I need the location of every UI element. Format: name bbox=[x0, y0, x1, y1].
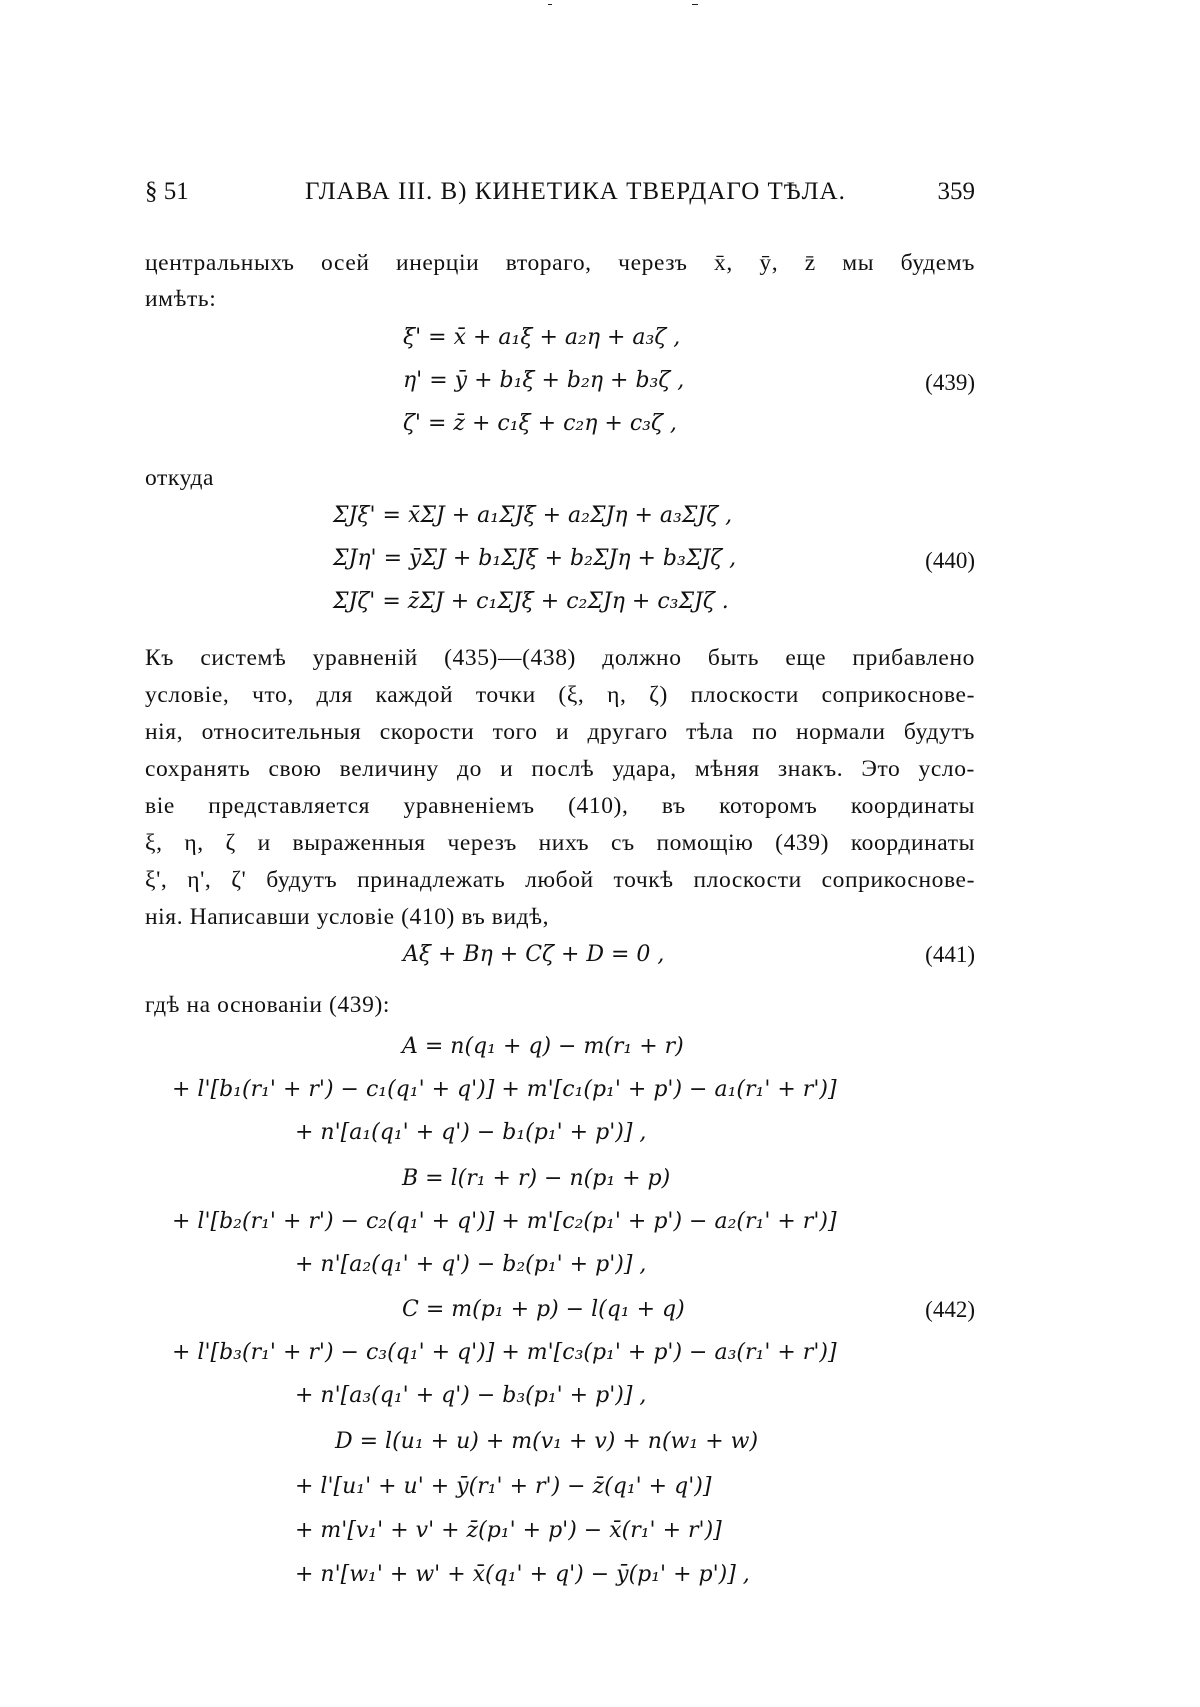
equation-439-line-3: ζ' = z̄ + c₁ξ + c₂η + c₃ζ , bbox=[403, 411, 677, 436]
equation-442-D: D = l(u₁ + u) + m(v₁ + v) + n(w₁ + w) bbox=[335, 1429, 759, 1454]
equation-440-line-2: ΣJη' = ȳΣJ + b₁ΣJξ + b₂ΣJη + b₃ΣJζ , bbox=[333, 546, 737, 571]
equation-number-440: (440) bbox=[925, 548, 975, 573]
otkuda-word: откуда bbox=[145, 465, 215, 491]
paragraph-line-4: сохранять свою величину до и послѣ удара, мѣняя знакъ. Это усло- bbox=[145, 756, 975, 782]
paragraph-line-8: нія. Написавши условіе (410) въ видѣ, bbox=[145, 904, 550, 930]
equation-442-D-line-3: + m'[v₁' + v' + z̄(p₁' + p') − x̄(r₁' + r')] bbox=[295, 1518, 722, 1543]
equation-442-A: A = n(q₁ + q) − m(r₁ + r) bbox=[402, 1034, 684, 1059]
equation-442-A-line-3: + n'[a₁(q₁' + q') − b₁(p₁' + p')] , bbox=[295, 1120, 647, 1145]
equation-442-B: B = l(r₁ + r) − n(p₁ + p) bbox=[402, 1166, 671, 1191]
equation-number-439: (439) bbox=[925, 370, 975, 395]
intro-line-1: центральныхъ осей инерціи втораго, черезъ x̄, ȳ, z̄ мы будемъ bbox=[145, 250, 975, 276]
running-header bbox=[145, 178, 975, 212]
gde-line: гдѣ на основаніи (439): bbox=[145, 992, 391, 1018]
equation-442-A-line-2: + l'[b₁(r₁' + r') − c₁(q₁' + q')] + m'[c₁(p₁' + p') − a₁(r₁' + r')] bbox=[172, 1077, 837, 1102]
equation-442-C-line-2: + l'[b₃(r₁' + r') − c₃(q₁' + q')] + m'[c₃(p₁' + p') − a₃(r₁' + r')] bbox=[172, 1340, 837, 1365]
scan-speck bbox=[692, 4, 698, 5]
intro-line-2: имѣть: bbox=[145, 286, 217, 312]
paragraph-line-1: Къ системѣ уравненій (435)—(438) должно быть еще прибавлено bbox=[145, 645, 975, 671]
equation-number-441: (441) bbox=[925, 942, 975, 967]
equation-440-line-3: ΣJζ' = z̄ΣJ + c₁ΣJξ + c₂ΣJη + c₃ΣJζ . bbox=[333, 589, 729, 614]
equation-439-line-1: ξ' = x̄ + a₁ξ + a₂η + a₃ζ , bbox=[403, 325, 681, 350]
paragraph-line-6: ξ, η, ζ и выраженныя черезъ нихъ съ помощію (439) координаты bbox=[145, 830, 975, 856]
equation-442-D-line-4: + n'[w₁' + w' + x̄(q₁' + q') − ȳ(p₁' + p')] , bbox=[295, 1562, 750, 1587]
chapter-title: ГЛАВА III. B) КИНЕТИКА ТВЕРДАГО ТѢЛА. bbox=[305, 178, 846, 205]
equation-442-C-line-3: + n'[a₃(q₁' + q') − b₃(p₁' + p')] , bbox=[295, 1383, 647, 1408]
equation-439-line-2: η' = ȳ + b₁ξ + b₂η + b₃ζ , bbox=[403, 368, 685, 393]
paragraph-line-5: віе представляется уравненіемъ (410), въ которомъ координаты bbox=[145, 793, 975, 819]
equation-442-B-line-3: + n'[a₂(q₁' + q') − b₂(p₁' + p')] , bbox=[295, 1252, 647, 1277]
paragraph-line-7: ξ', η', ζ' будутъ принадлежать любой точкѣ плоскости соприкоснове- bbox=[145, 867, 975, 893]
paragraph-line-3: нія, относительныя скорости того и другаго тѣла по нормали будутъ bbox=[145, 719, 975, 745]
scan-speck bbox=[548, 4, 552, 5]
paragraph-line-2: условіе, что, для каждой точки (ξ, η, ζ) плоскости соприкоснове- bbox=[145, 682, 975, 708]
equation-number-442: (442) bbox=[925, 1297, 975, 1322]
equation-440-line-1: ΣJξ' = x̄ΣJ + a₁ΣJξ + a₂ΣJη + a₃ΣJζ , bbox=[333, 503, 733, 528]
equation-442-D-line-2: + l'[u₁' + u' + ȳ(r₁' + r') − z̄(q₁' + q')] bbox=[295, 1474, 712, 1499]
page-number: 359 bbox=[937, 178, 975, 205]
equation-442-C: C = m(p₁ + p) − l(q₁ + q) bbox=[402, 1297, 685, 1322]
section-number: § 51 bbox=[145, 178, 189, 205]
equation-442-B-line-2: + l'[b₂(r₁' + r') − c₂(q₁' + q')] + m'[c₂(p₁' + p') − a₂(r₁' + r')] bbox=[172, 1209, 837, 1234]
equation-441: Aξ + Bη + Cζ + D = 0 , bbox=[403, 942, 665, 967]
